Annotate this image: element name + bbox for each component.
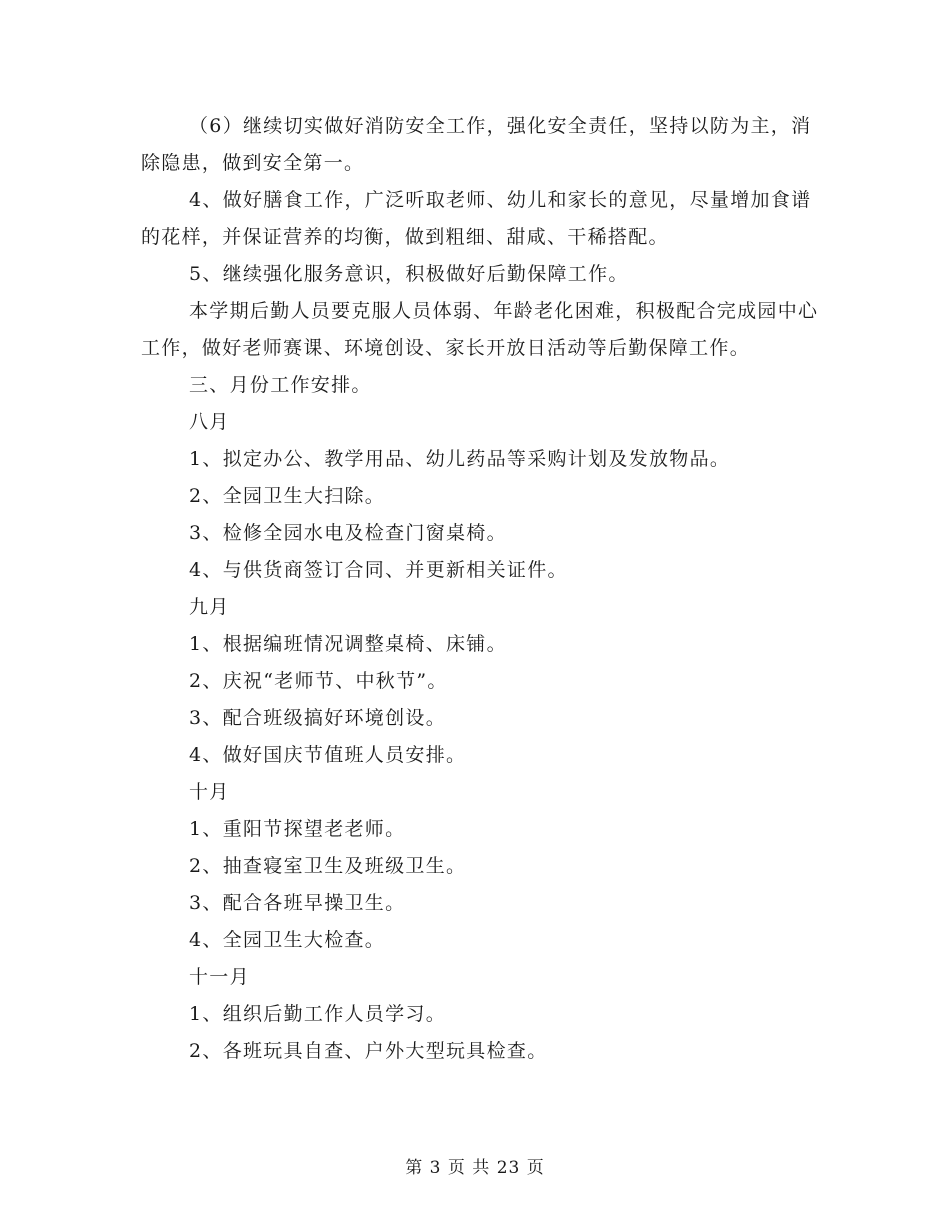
month-heading-september: 九月 bbox=[189, 596, 230, 618]
list-item: 1、重阳节探望老老师。 bbox=[189, 818, 406, 840]
footer-current-page: 3 bbox=[429, 1158, 442, 1178]
document-body bbox=[141, 108, 821, 1070]
paragraph-meals: 4、做好膳食工作，广泛听取老师、幼儿和家长的意见，尽量增加食谱的花样，并保证营养的均衡，做到粗细、甜咸、干稀搭配。 bbox=[141, 189, 812, 248]
list-item: 3、配合班级搞好环境创设。 bbox=[189, 707, 446, 729]
footer-suffix: 页 bbox=[526, 1158, 545, 1178]
list-item: 1、根据编班情况调整桌椅、床铺。 bbox=[189, 633, 507, 655]
paragraph-semester-staff: 本学期后勤人员要克服人员体弱、年龄老化困难，积极配合完成园中心工作，做好老师赛课、环境创设、家长开放日活动等后勤保障工作。 bbox=[141, 300, 819, 359]
list-item: 3、配合各班早操卫生。 bbox=[189, 892, 406, 914]
list-item: 4、与供货商签订合同、并更新相关证件。 bbox=[189, 559, 568, 581]
month-heading-november: 十一月 bbox=[189, 966, 250, 988]
list-item: 3、检修全园水电及检查门窗桌椅。 bbox=[189, 522, 507, 544]
month-heading-october: 十月 bbox=[189, 781, 230, 803]
footer-page-word: 页 bbox=[447, 1158, 466, 1178]
list-item: 1、组织后勤工作人员学习。 bbox=[189, 1003, 446, 1025]
list-item: 1、拟定办公、教学用品、幼儿药品等采购计划及发放物品。 bbox=[189, 448, 731, 470]
list-item: 4、全园卫生大检查。 bbox=[189, 929, 386, 951]
list-item: 4、做好国庆节值班人员安排。 bbox=[189, 744, 467, 766]
list-item: 2、庆祝“老师节、中秋节”。 bbox=[189, 670, 448, 692]
section-heading-monthly-plan: 三、月份工作安排。 bbox=[189, 374, 372, 396]
paragraph-service: 5、继续强化服务意识，积极做好后勤保障工作。 bbox=[189, 263, 629, 285]
list-item: 2、全园卫生大扫除。 bbox=[189, 485, 386, 507]
month-heading-august: 八月 bbox=[189, 411, 230, 433]
footer-total-pages: 23 bbox=[496, 1158, 521, 1178]
paragraph-fire-safety: （6）继续切实做好消防安全工作，强化安全责任，坚持以防为主，消除隐患，做到安全第一。 bbox=[141, 115, 812, 174]
list-item: 2、抽查寝室卫生及班级卫生。 bbox=[189, 855, 467, 877]
footer-prefix: 第 bbox=[405, 1158, 424, 1178]
footer-total-word: 共 bbox=[472, 1158, 491, 1178]
page-footer bbox=[0, 1153, 950, 1178]
list-item: 2、各班玩具自查、户外大型玩具检查。 bbox=[189, 1040, 548, 1062]
